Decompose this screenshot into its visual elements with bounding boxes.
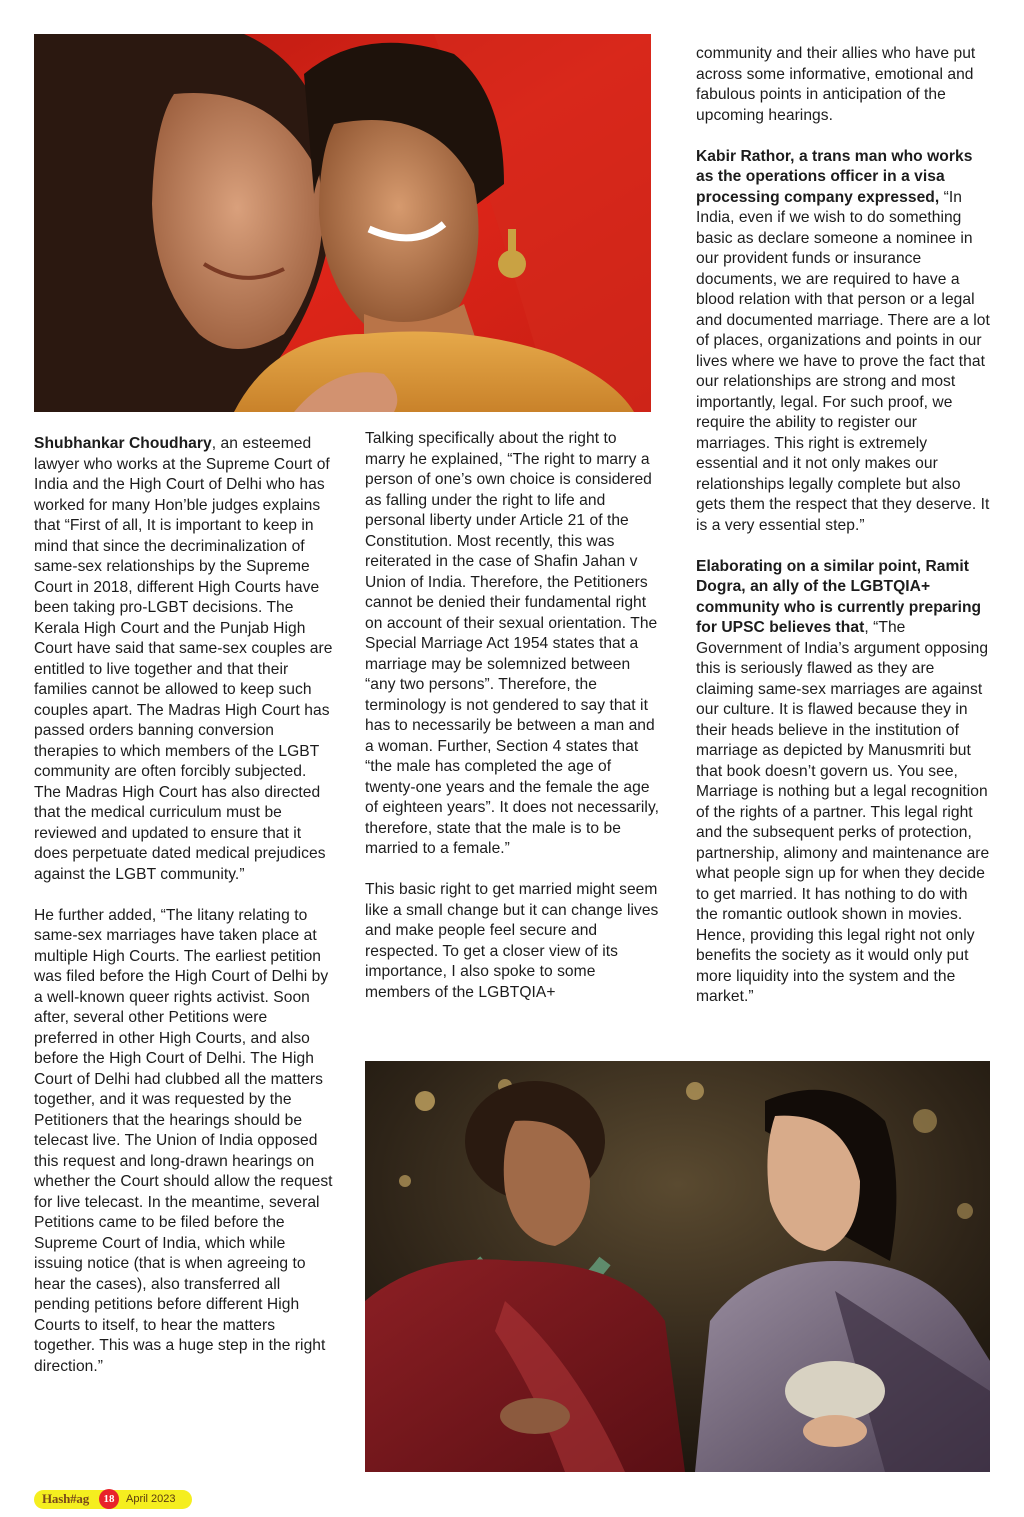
- col1-lead-name: Shubhankar Choudhary: [34, 435, 212, 452]
- column-2: [365, 429, 661, 1024]
- col3-paragraph-3: [696, 557, 992, 1008]
- photo-two-women-red-backdrop: [34, 34, 651, 412]
- photo-top-illustration: [34, 34, 651, 412]
- col2-paragraph-2: This basic right to get married might seem like a small change but it can change lives and make people feel secure and respected. To get a closer view of its importance, I also spoke to some members of the LGBTQIA+: [365, 881, 659, 1001]
- col1-paragraph-1: [34, 434, 334, 885]
- page-number-badge: 18: [99, 1489, 119, 1509]
- photo-bottom-illustration: [365, 1061, 990, 1472]
- col1-paragraph-2: He further added, “The litany relating to same-sex marriages have taken place at multiple High Courts. The earliest petition was filed before the High Court of Delhi by a well-known queer rights activist. Soon after, several other Petitions were preferred in other High Courts, and also before the High Court of Delhi. The High Court of Delhi had clubbed all the matters together, and it was requested by the Petitioners that the hearings should be telecast live. The Union of India opposed this request and long-drawn hearings on whether the Court should allow the request for live telecast. In the meantime, several Petitions came to be filed before the Supreme Court of India, which while issuing notice (that is when agreeing to hear the cases), also transferred all pending petitions before different High Courts to itself, to hear the matters together. This was a huge step in the right direction.”: [34, 906, 333, 1375]
- page-footer: [34, 1489, 194, 1511]
- photo-two-women-sarees: [365, 1061, 990, 1472]
- column-1: [34, 434, 334, 1398]
- issue-date: April 2023: [126, 1493, 176, 1505]
- col3-paragraph-2: [696, 147, 992, 537]
- col3-p3-text: , “The Government of India’s argument opposing this is seriously flawed as they are claiming same-sex marriages are against our culture. It is flawed because they in their heads believe in the institution of marriage as depicted by Manusmriti but that book doesn’t govern us. You see, Marriage is nothing but a legal recognition of the rights of a partner. This legal right and the subsequent perks of protection, partnership, alimony and maintenance are what people sign up for when they decide to get married. It has nothing to do with the romantic outlook shown in movies. Hence, providing this legal right not only benefits the society as it would only put more liquidity into the system and the market.”: [696, 619, 990, 1005]
- col3-lead-kabir: Kabir Rathor, a trans man who works as the operations officer in a visa processing company expressed,: [696, 147, 973, 206]
- brand-logo: Hash#ag: [42, 1491, 90, 1506]
- col3-p2-text: “In India, even if we wish to do something basic as declare someone a nominee in our provident funds or insurance documents, we are required to have a blood relation with that person or a legal and documented marriage. There are a lot of places, organizations and points in our lives where we have to prove the fact that our relationships are strong and most importantly, legal. For such proof, we require the ability to register our marriages. This right is extremely essential and it not only makes our relationships legally complete but also gets them the respect that they deserve. It is a very essential step.”: [696, 188, 990, 534]
- col3-lead-ramit: Elaborating on a similar point, Ramit Dogra, an ally of the LGBTQIA+ community who is currently preparing for UPSC believes that: [696, 557, 982, 636]
- column-3: [696, 44, 992, 1028]
- col3-paragraph-1: community and their allies who have put across some informative, emotional and fabulous points in anticipation of the upcoming hearings.: [696, 45, 976, 124]
- col1-p1-text: , an esteemed lawyer who works at the Supreme Court of India and the High Court of Delhi who has worked for many Hon’ble judges explains that “First of all, It is important to keep in mind that since the decriminalization of same-sex relationships by the Supreme Court in 2018, different High Courts have been taking pro-LGBT decisions. The Kerala High Court and the Punjab High Court have said that same-sex couples are entitled to live together and that their families cannot be allowed to keep such couples apart. The Madras High Court has passed orders banning conversion therapies to which members of the LGBT community are often forcibly subjected. The Madras High Court has also directed that the medical curriculum must be reviewed and updated to ensure that it does perpetuate dated medical prejudices against the LGBT community.”: [34, 435, 333, 883]
- col2-paragraph-1: Talking specifically about the right to marry he explained, “The right to marry a person of one’s own choice is considered as falling under the right to life and personal liberty under Article 21 of the Constitution. Most recently, this was reiterated in the case of Shafin Jahan v Union of India. Therefore, the Petitioners cannot be denied their fundamental right on account of their sexual orientation. The Special Marriage Act 1954 states that a marriage may be solemnized between “any two persons”. Therefore, the terminology is not gendered to say that it has to necessarily be between a man and a woman. Further, Section 4 states that “the male has completed the age of twenty-one years and the female the age of eighteen years”. It does not necessarily, therefore, state that the male is to be married to a female.”: [365, 430, 660, 857]
